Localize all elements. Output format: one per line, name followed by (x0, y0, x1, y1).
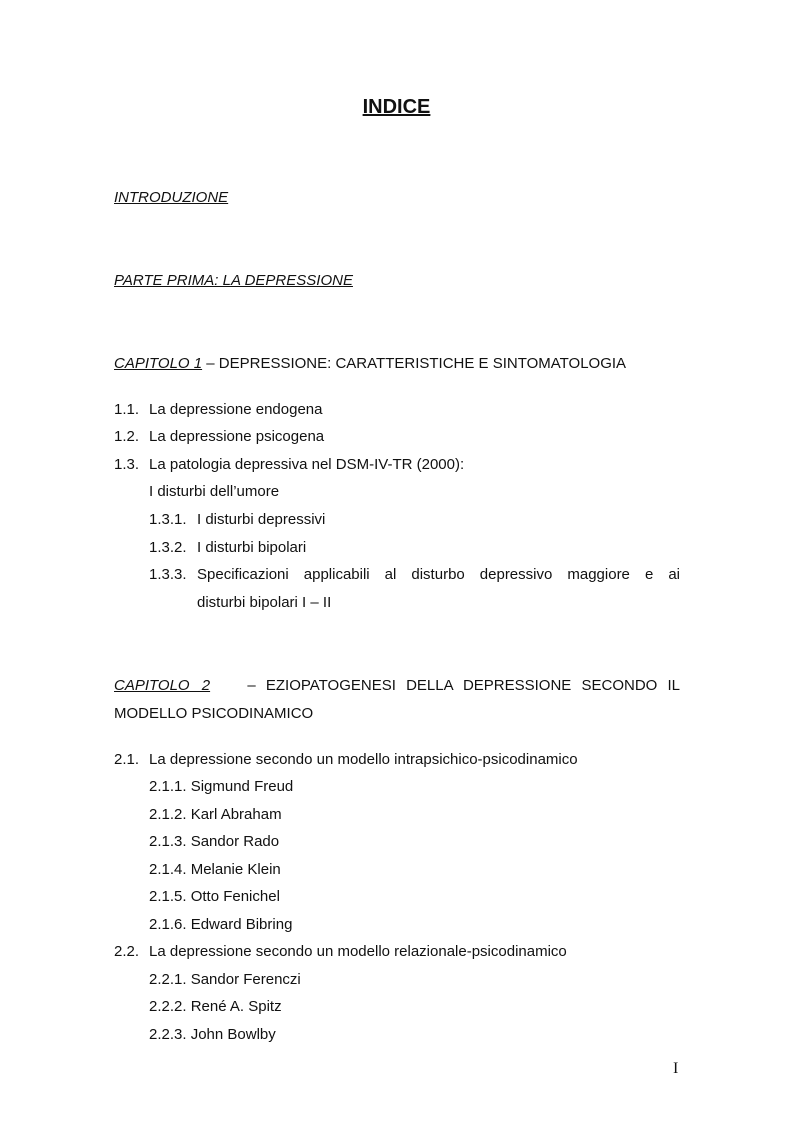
section-number: 2.1. (114, 751, 140, 768)
section-title: La depressione endogena (149, 401, 323, 418)
section-number: 1.3.1. (149, 511, 187, 528)
toc-parte-prima[interactable]: PARTE PRIMA: LA DEPRESSIONE (114, 272, 353, 289)
toc-item-2-2-3[interactable]: 2.2.3. John Bowlby (149, 1026, 276, 1043)
toc-item-2-2-1[interactable]: 2.2.1. Sandor Ferenczi (149, 971, 301, 988)
toc-section-1-3-3[interactable] (149, 566, 197, 584)
toc-item-2-1-1[interactable]: 2.1.1. Sigmund Freud (149, 778, 294, 795)
section-number: 1.2. (114, 428, 140, 445)
section-1-3-3-title-continuation: disturbi bipolari I – II (197, 594, 332, 611)
chapter-2-label: CAPITOLO 2 (114, 677, 211, 694)
section-number: 1.1. (114, 401, 140, 418)
toc-section-1-1[interactable] (114, 401, 322, 419)
toc-item-2-2-2[interactable]: 2.2.2. René A. Spitz (149, 998, 282, 1015)
section-number: 1.3.2. (149, 539, 187, 556)
toc-item-2-1-6[interactable]: 2.1.6. Edward Bibring (149, 916, 293, 933)
chapter-1-title: – DEPRESSIONE: CARATTERISTICHE E SINTOMATOLOGIA (202, 355, 627, 372)
toc-item-2-1-2[interactable]: 2.1.2. Karl Abraham (149, 806, 282, 823)
toc-section-2-1[interactable] (114, 751, 578, 769)
section-number: 1.3.3. (149, 566, 187, 583)
toc-section-1-3-1[interactable] (149, 511, 325, 529)
section-number: 2.2. (114, 943, 140, 960)
toc-section-1-3-2[interactable] (149, 539, 306, 557)
section-title: La depressione secondo un modello relazionale-psicodinamico (149, 943, 567, 960)
toc-item-2-1-4[interactable]: 2.1.4. Melanie Klein (149, 861, 281, 878)
section-title: La patologia depressiva nel DSM-IV-TR (2000): (149, 456, 465, 473)
toc-section-1-2[interactable] (114, 428, 324, 446)
chapter-2-title: – EZIOPATOGENESI DELLA DEPRESSIONE SECONDO IL (247, 677, 680, 694)
toc-item-2-1-5[interactable]: 2.1.5. Otto Fenichel (149, 888, 280, 905)
section-title: La depressione secondo un modello intrapsichico-psicodinamico (149, 751, 578, 768)
toc-section-1-3[interactable] (114, 456, 464, 474)
toc-chapter-1[interactable] (114, 355, 626, 373)
section-number: 1.3. (114, 456, 140, 473)
toc-introduzione[interactable]: INTRODUZIONE (114, 189, 229, 206)
chapter-1-label: CAPITOLO 1 (114, 355, 203, 372)
section-1-3-3-title: Specificazioni applicabili al disturbo depressivo maggiore e ai (197, 566, 680, 583)
toc-section-1-3-continuation: I disturbi dell’umore (149, 483, 280, 500)
section-title: La depressione psicogena (149, 428, 325, 445)
toc-section-2-2[interactable] (114, 943, 567, 961)
toc-chapter-2[interactable] (114, 677, 680, 695)
toc-item-2-1-3[interactable]: 2.1.3. Sandor Rado (149, 833, 280, 850)
section-title: I disturbi depressivi (197, 511, 326, 528)
section-title: I disturbi bipolari (197, 539, 307, 556)
page-number: I (673, 1060, 679, 1077)
page-title: INDICE (362, 96, 431, 118)
chapter-2-title-continuation: MODELLO PSICODINAMICO (114, 705, 314, 722)
